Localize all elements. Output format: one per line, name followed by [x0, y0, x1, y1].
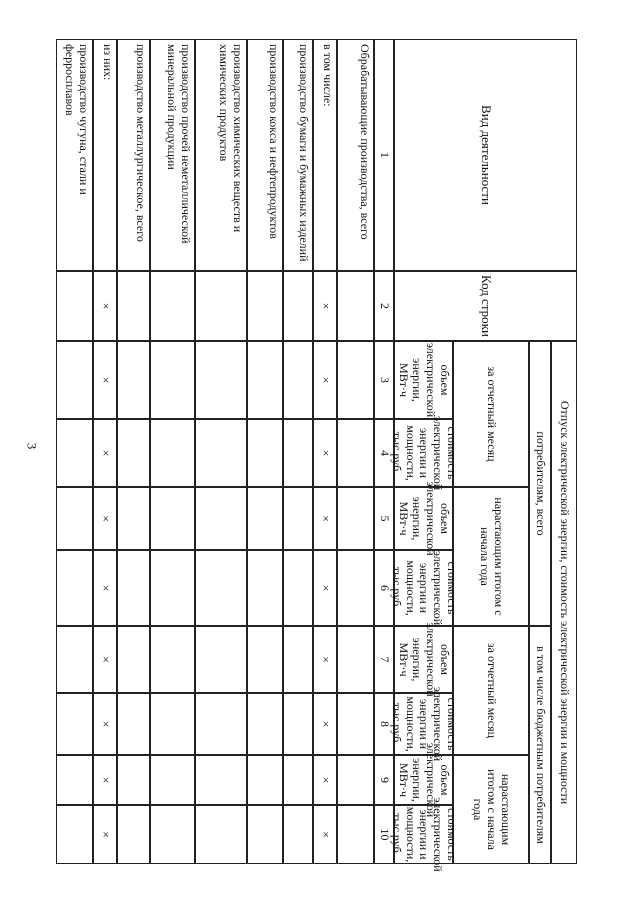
consumers-total-header: потребителям, всего [529, 341, 551, 626]
row-value-cell: × [93, 487, 117, 550]
row-value-cell [56, 805, 93, 864]
row-value-cell: × [93, 341, 117, 419]
row-activity-name: производство металлургическое, всего [117, 39, 150, 271]
row-value-cell [337, 341, 374, 419]
row-value-cell: × [313, 693, 337, 755]
row-code-cell [117, 271, 150, 341]
row-value-cell [247, 626, 283, 693]
row-value-cell [247, 550, 283, 626]
page-number: 3 [24, 442, 40, 450]
row-value-cell: × [93, 419, 117, 487]
row-value-cell [337, 805, 374, 864]
row-value-cell [195, 626, 247, 693]
row-value-cell [56, 341, 93, 419]
row-value-cell: × [313, 755, 337, 805]
row-activity-name: производство кокса и нефтепродуктов [247, 39, 283, 271]
report-table [63, 40, 576, 872]
row-value-cell [150, 487, 195, 550]
volume-header-7: объем электрической энергии, МВт·ч [394, 626, 453, 693]
row-value-cell [337, 487, 374, 550]
row-value-cell [56, 419, 93, 487]
col-number: 8 [374, 693, 394, 755]
ytd-header-budget: нарастающим итогом с начала года [453, 755, 529, 864]
row-value-cell [56, 755, 93, 805]
row-code-cell [195, 271, 247, 341]
col-number: 1 [374, 39, 394, 271]
row-value-cell [117, 341, 150, 419]
col-number: 7 [374, 626, 394, 693]
row-value-cell [117, 755, 150, 805]
row-value-cell [195, 693, 247, 755]
row-value-cell: × [93, 693, 117, 755]
row-value-cell [283, 755, 313, 805]
row-value-cell: × [93, 755, 117, 805]
row-value-cell [56, 693, 93, 755]
row-value-cell: × [313, 341, 337, 419]
row-value-cell [150, 550, 195, 626]
row-code-cell: × [313, 271, 337, 341]
row-activity-name: Обрабатывающие производства, всего [337, 39, 374, 271]
col-number: 9 [374, 755, 394, 805]
row-value-cell [56, 487, 93, 550]
row-activity-name: производство бумаги и бумажных изделий [283, 39, 313, 271]
row-value-cell [117, 805, 150, 864]
row-activity-name: производство химических веществ и химических продуктов [195, 39, 247, 271]
row-code-cell: × [93, 271, 117, 341]
row-value-cell: × [313, 626, 337, 693]
row-value-cell [337, 550, 374, 626]
col-number: 3 [374, 341, 394, 419]
row-value-cell [150, 755, 195, 805]
row-value-cell [195, 805, 247, 864]
row-value-cell [117, 626, 150, 693]
row-code-header: Код строки [394, 271, 577, 341]
row-value-cell [117, 550, 150, 626]
col-number: 6 [374, 550, 394, 626]
row-value-cell [247, 341, 283, 419]
row-value-cell: × [93, 626, 117, 693]
row-value-cell [195, 419, 247, 487]
row-activity-name: производство чугуна, стали и ферросплавов [56, 39, 93, 271]
row-value-cell [150, 805, 195, 864]
row-code-cell [283, 271, 313, 341]
row-activity-name: из них: [93, 39, 117, 271]
group-header: Отпуск электрической энергии, стоимость электрической энергии и мощности [551, 341, 577, 864]
ytd-header-total: нарастающим итогом с начала года [453, 487, 529, 626]
row-value-cell [283, 550, 313, 626]
month-header-total: за отчетный месяц [453, 341, 529, 487]
row-value-cell [117, 419, 150, 487]
row-value-cell [337, 419, 374, 487]
row-value-cell [195, 487, 247, 550]
row-value-cell [247, 805, 283, 864]
volume-header-3: объем электрической энергии, МВт·ч [394, 341, 453, 419]
cost-header-10: стоимость электрической энергии и мощности, тыс.руб. [389, 797, 459, 872]
row-value-cell [337, 755, 374, 805]
row-value-cell: × [313, 805, 337, 864]
row-value-cell [283, 626, 313, 693]
row-value-cell: × [93, 550, 117, 626]
cost-header-6: стоимость электрической энергии и мощности, тыс.руб. [389, 550, 459, 626]
row-value-cell [247, 755, 283, 805]
row-value-cell: × [313, 487, 337, 550]
row-value-cell [117, 693, 150, 755]
row-value-cell [150, 693, 195, 755]
row-value-cell [56, 626, 93, 693]
row-value-cell [195, 341, 247, 419]
row-value-cell: × [93, 805, 117, 864]
row-value-cell [283, 341, 313, 419]
row-value-cell [56, 550, 93, 626]
row-value-cell [247, 419, 283, 487]
row-value-cell [150, 419, 195, 487]
row-value-cell [283, 805, 313, 864]
col-number: 4 [374, 419, 394, 487]
row-value-cell [117, 487, 150, 550]
row-code-cell [247, 271, 283, 341]
row-value-cell [283, 487, 313, 550]
volume-header-9: объем электрической энергии, МВт·ч [394, 755, 453, 805]
col-number: 2 [374, 271, 394, 341]
row-value-cell [150, 626, 195, 693]
row-activity-name: в том числе: [313, 39, 337, 271]
activity-header: Вид деятельности [394, 39, 577, 271]
col-number: 10 [374, 805, 394, 864]
row-value-cell [150, 341, 195, 419]
budget-consumers-header: в том числе бюджетным потребителям [529, 626, 551, 864]
row-value-cell [247, 693, 283, 755]
row-value-cell: × [313, 419, 337, 487]
cost-header-8: стоимость электрической энергии и мощности, тыс.руб. [389, 686, 459, 762]
row-activity-name: производство прочей неметаллической минеральной продукции [150, 39, 195, 271]
row-code-cell [337, 271, 374, 341]
row-code-cell [56, 271, 93, 341]
col-number: 5 [374, 487, 394, 550]
row-value-cell [337, 626, 374, 693]
volume-header-5: объем электрической энергии, МВт·ч [394, 487, 453, 550]
row-value-cell [283, 419, 313, 487]
cost-header-4: стоимость электрической энергии и мощности, тыс.руб. [389, 415, 459, 491]
row-value-cell [195, 550, 247, 626]
month-header-budget: за отчетный месяц [453, 626, 529, 755]
row-value-cell [247, 487, 283, 550]
row-value-cell [195, 755, 247, 805]
row-value-cell: × [313, 550, 337, 626]
row-value-cell [283, 693, 313, 755]
row-value-cell [337, 693, 374, 755]
row-code-cell [150, 271, 195, 341]
